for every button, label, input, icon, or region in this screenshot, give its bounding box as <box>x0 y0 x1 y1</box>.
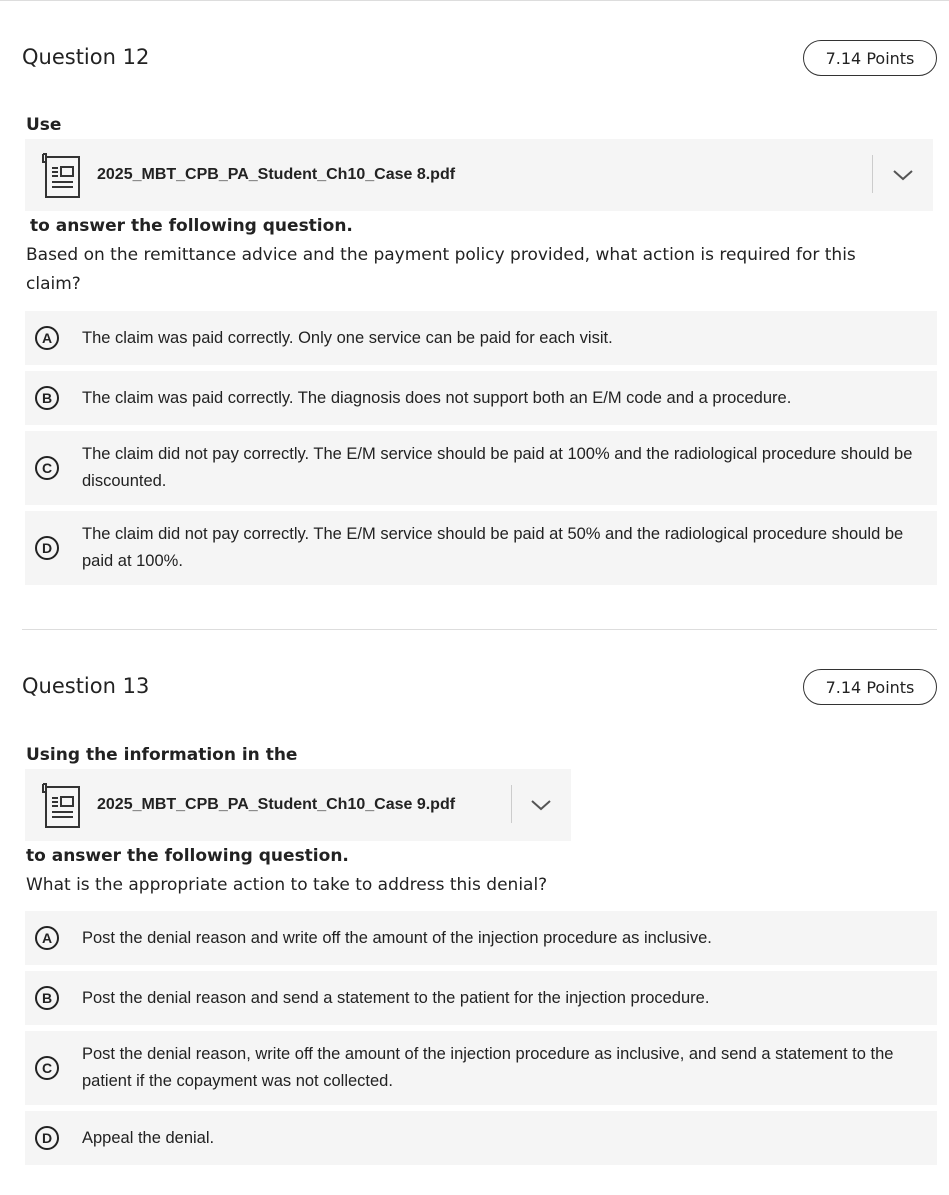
option-text: Post the denial reason, write off the amount of the injection procedure as inclusive, and send a statement to the patient if the copayment was not collected. <box>82 1045 894 1090</box>
option-letter: A <box>35 926 59 950</box>
option-b[interactable] <box>25 971 937 1025</box>
attachment-filename[interactable]: 2025_MBT_CPB_PA_Student_Ch10_Case 9.pdf <box>97 796 456 813</box>
option-c[interactable] <box>25 431 937 505</box>
question-text: What is the appropriate action to take to address this denial? <box>26 875 548 895</box>
question-lead: Using the information in the <box>26 745 298 765</box>
attachment-dropdown[interactable] <box>25 769 571 841</box>
attachment-dropdown[interactable] <box>25 139 933 211</box>
document-icon <box>39 152 85 198</box>
question-title: Question 13 <box>22 674 150 698</box>
option-b[interactable] <box>25 371 937 425</box>
option-text: The claim did not pay correctly. The E/M service should be paid at 50% and the radiological procedure should be paid at 100%. <box>82 525 904 570</box>
attachment-filename[interactable]: 2025_MBT_CPB_PA_Student_Ch10_Case 8.pdf <box>97 166 456 183</box>
points-badge: 7.14 Points <box>803 40 937 76</box>
option-letter: B <box>35 986 59 1010</box>
question-text: Based on the remittance advice and the payment policy provided, what action is required for this claim? <box>26 245 856 294</box>
question-lead: Use <box>26 115 62 135</box>
chevron-down-icon[interactable] <box>529 793 553 817</box>
question-divider <box>22 629 937 630</box>
option-letter: D <box>35 536 59 560</box>
option-d[interactable] <box>25 511 937 585</box>
option-c[interactable] <box>25 1031 937 1105</box>
question-after: to answer the following question. <box>30 216 353 236</box>
option-text: The claim was paid correctly. Only one service can be paid for each visit. <box>82 328 613 347</box>
top-divider <box>0 0 949 1</box>
option-letter: D <box>35 1126 59 1150</box>
option-a[interactable] <box>25 911 937 965</box>
question-after: to answer the following question. <box>26 846 349 866</box>
separator <box>872 155 873 193</box>
option-letter: B <box>35 386 59 410</box>
option-letter: C <box>35 456 59 480</box>
option-letter: C <box>35 1056 59 1080</box>
document-icon <box>39 782 85 828</box>
option-text: The claim did not pay correctly. The E/M service should be paid at 100% and the radiological procedure should be discounted. <box>82 445 913 490</box>
option-a[interactable] <box>25 311 937 365</box>
points-badge: 7.14 Points <box>803 669 937 705</box>
option-text: Appeal the denial. <box>82 1128 215 1147</box>
option-d[interactable] <box>25 1111 937 1165</box>
option-text: Post the denial reason and send a statement to the patient for the injection procedure. <box>82 988 710 1007</box>
chevron-down-icon[interactable] <box>891 163 915 187</box>
separator <box>511 785 512 823</box>
option-letter: A <box>35 326 59 350</box>
option-text: Post the denial reason and write off the amount of the injection procedure as inclusive. <box>82 928 712 947</box>
option-text: The claim was paid correctly. The diagnosis does not support both an E/M code and a procedure. <box>82 388 792 407</box>
question-title: Question 12 <box>22 45 150 69</box>
